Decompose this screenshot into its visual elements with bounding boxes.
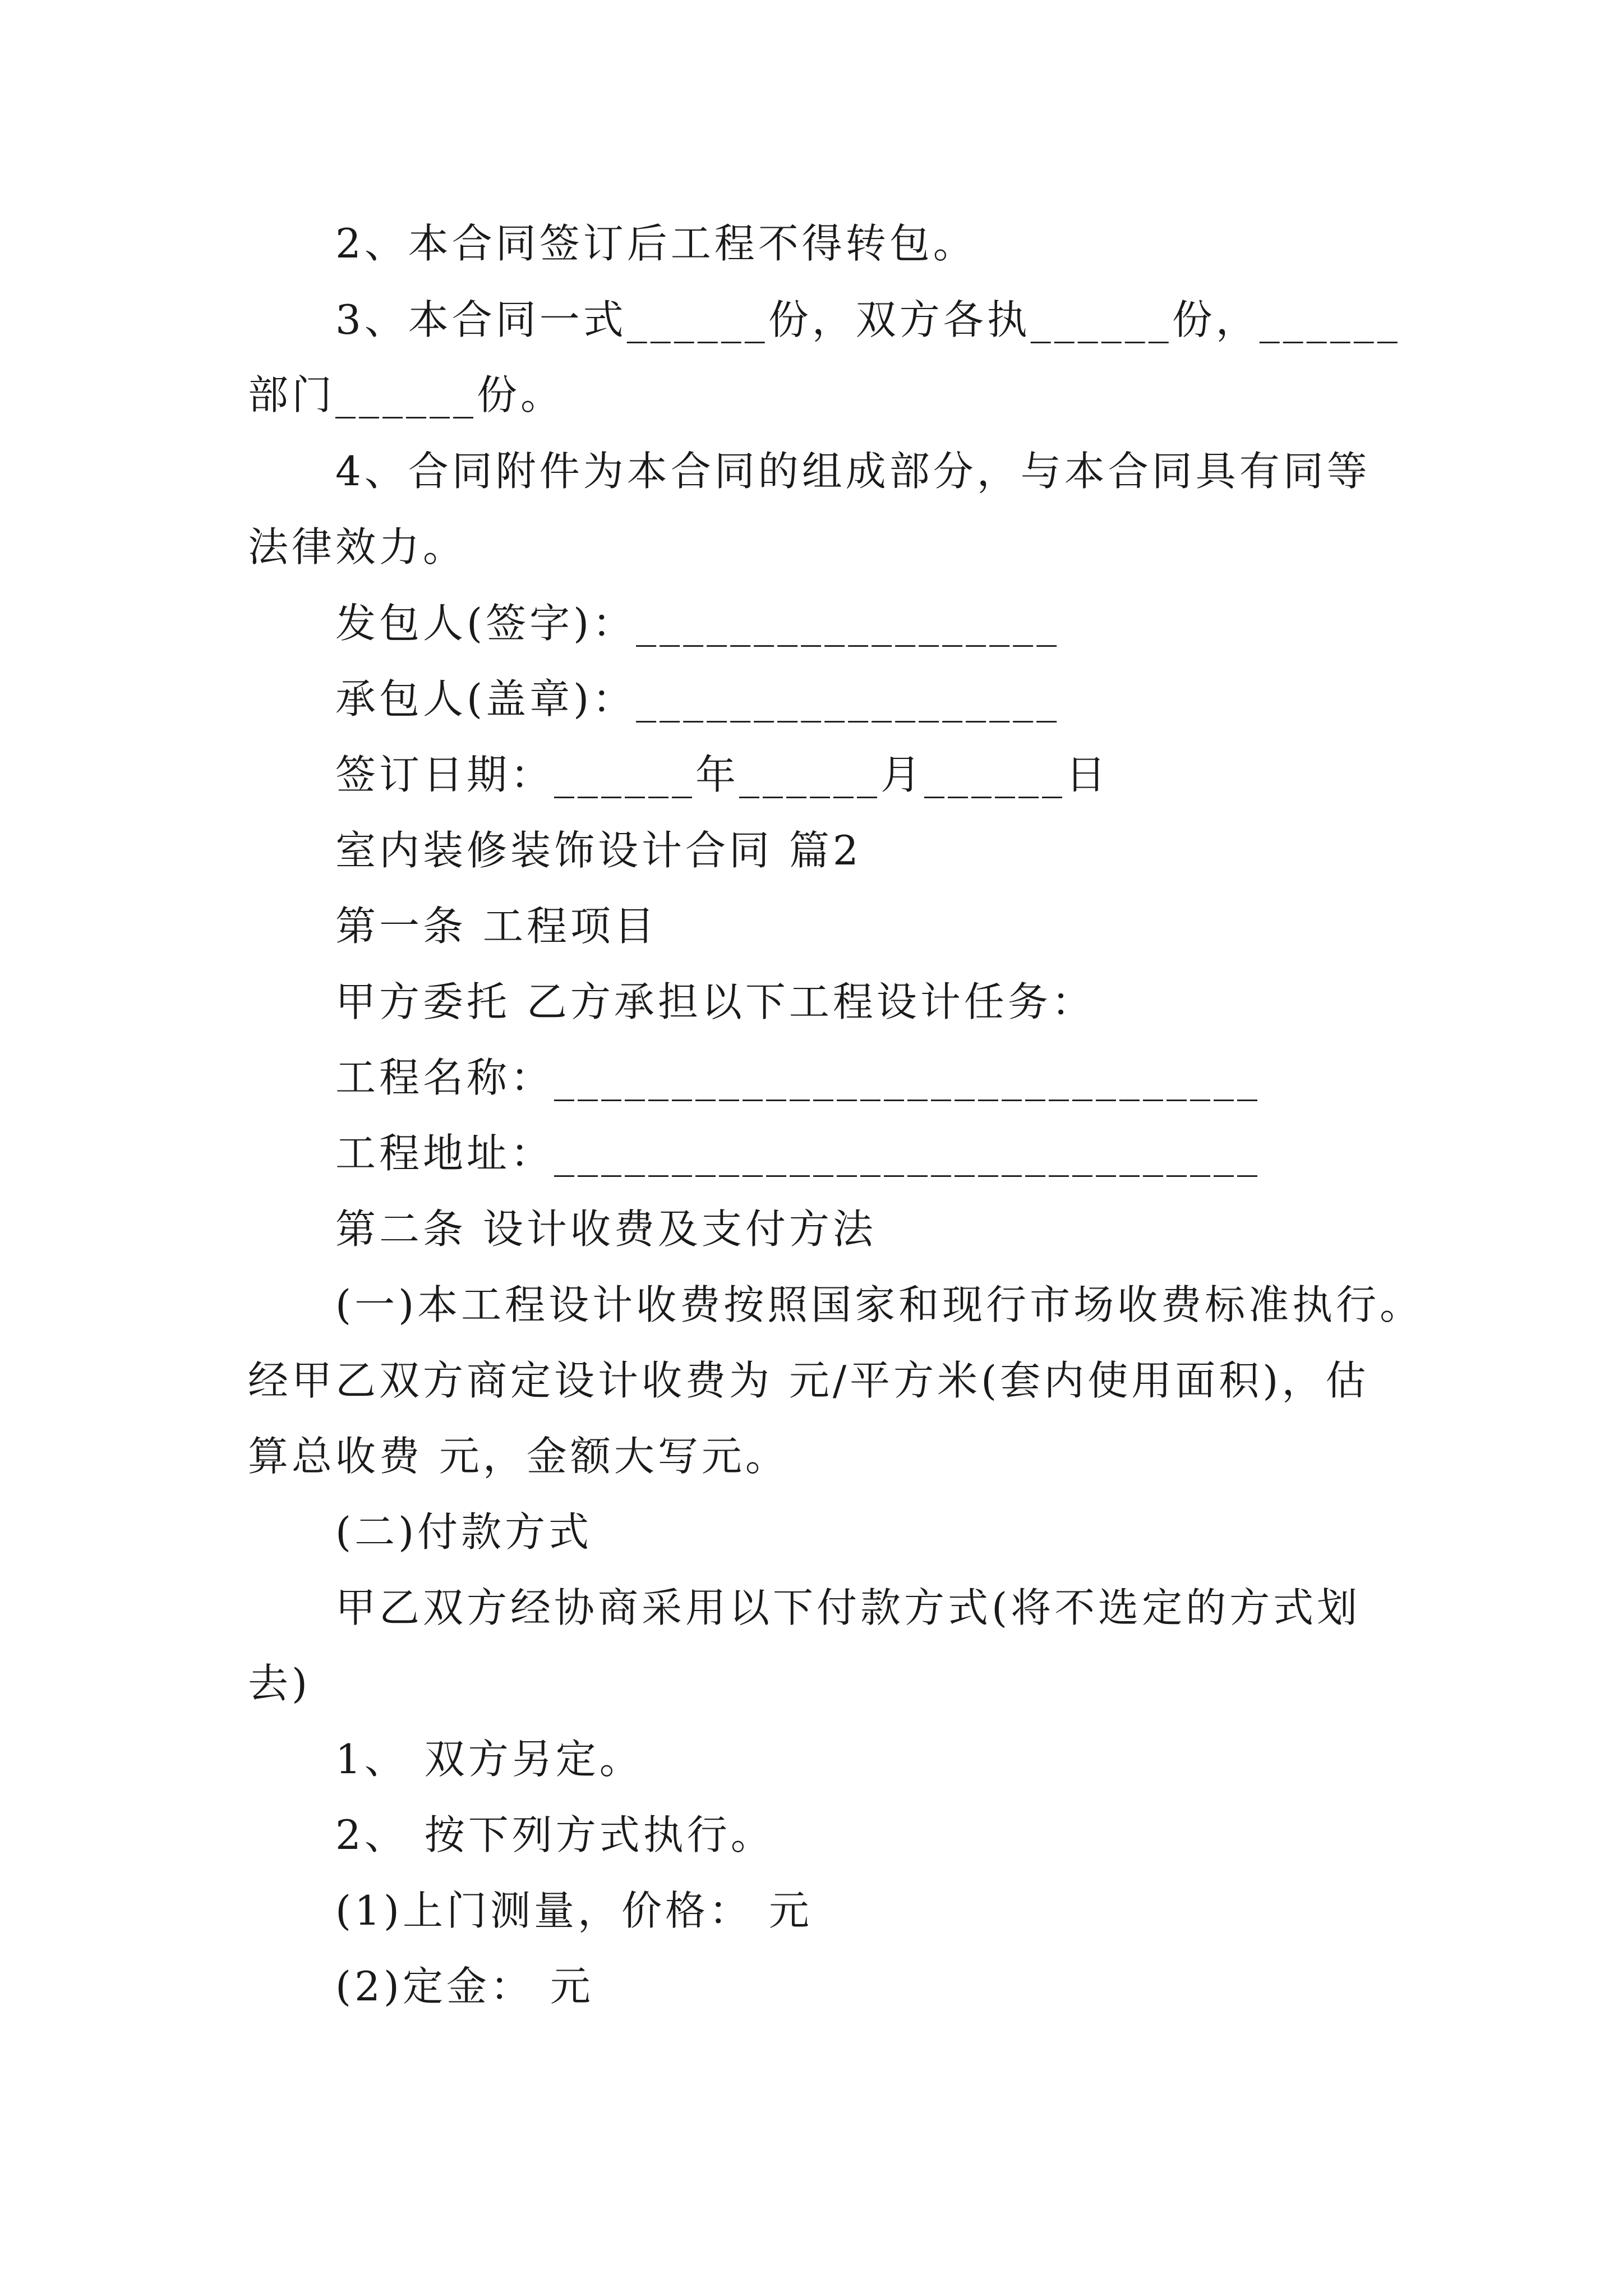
fee-standard-cont-2: 算总收费 元，金额大写元。 [248, 1433, 789, 1480]
payment-method-intro-cont: 去) [248, 1660, 311, 1707]
clause-2-no-subcontract: 2、本合同签订后工程不得转包。 [335, 220, 977, 267]
signing-date-line: 签订日期：______年______月______日 [335, 751, 1110, 798]
clause-4-attachments: 4、合同附件为本合同的组成部分，与本合同具有同等 [335, 448, 1371, 495]
fee-standard-paragraph: (一)本工程设计收费按照国家和现行市场收费标准执行。 [335, 1281, 1424, 1328]
clause-3-copies-cont: 部门______份。 [248, 371, 565, 418]
article-2-heading: 第二条 设计收费及支付方法 [335, 1205, 877, 1253]
section-title: 室内装修装饰设计合同 篇2 [335, 827, 862, 874]
clause-4-attachments-cont: 法律效力。 [248, 523, 467, 570]
article-1-intro: 甲方委托 乙方承担以下工程设计任务： [335, 978, 1095, 1025]
contractor-seal-line: 承包人(盖章)：__________________ [335, 675, 1061, 723]
payment-option-2: 2、 按下列方式执行。 [335, 1811, 774, 1858]
project-address-line: 工程地址：______________________________ [335, 1130, 1261, 1177]
measurement-fee-line: (1)上门测量，价格： 元 [335, 1887, 813, 1934]
deposit-line: (2)定金： 元 [335, 1963, 594, 2010]
article-1-heading: 第一条 工程项目 [335, 903, 658, 950]
payment-method-intro: 甲乙双方经协商采用以下付款方式(将不选定的方式划 [335, 1584, 1361, 1631]
employer-signature-line: 发包人(签字)：__________________ [335, 600, 1061, 647]
payment-option-1: 1、 双方另定。 [335, 1736, 643, 1783]
clause-3-copies: 3、本合同一式______份，双方各执______份，______ [335, 296, 1401, 343]
fee-standard-cont-1: 经甲乙双方商定设计收费为 元/平方米(套内使用面积)，估 [248, 1357, 1370, 1404]
project-name-line: 工程名称：______________________________ [335, 1054, 1261, 1101]
payment-method-heading: (二)付款方式 [335, 1508, 593, 1556]
